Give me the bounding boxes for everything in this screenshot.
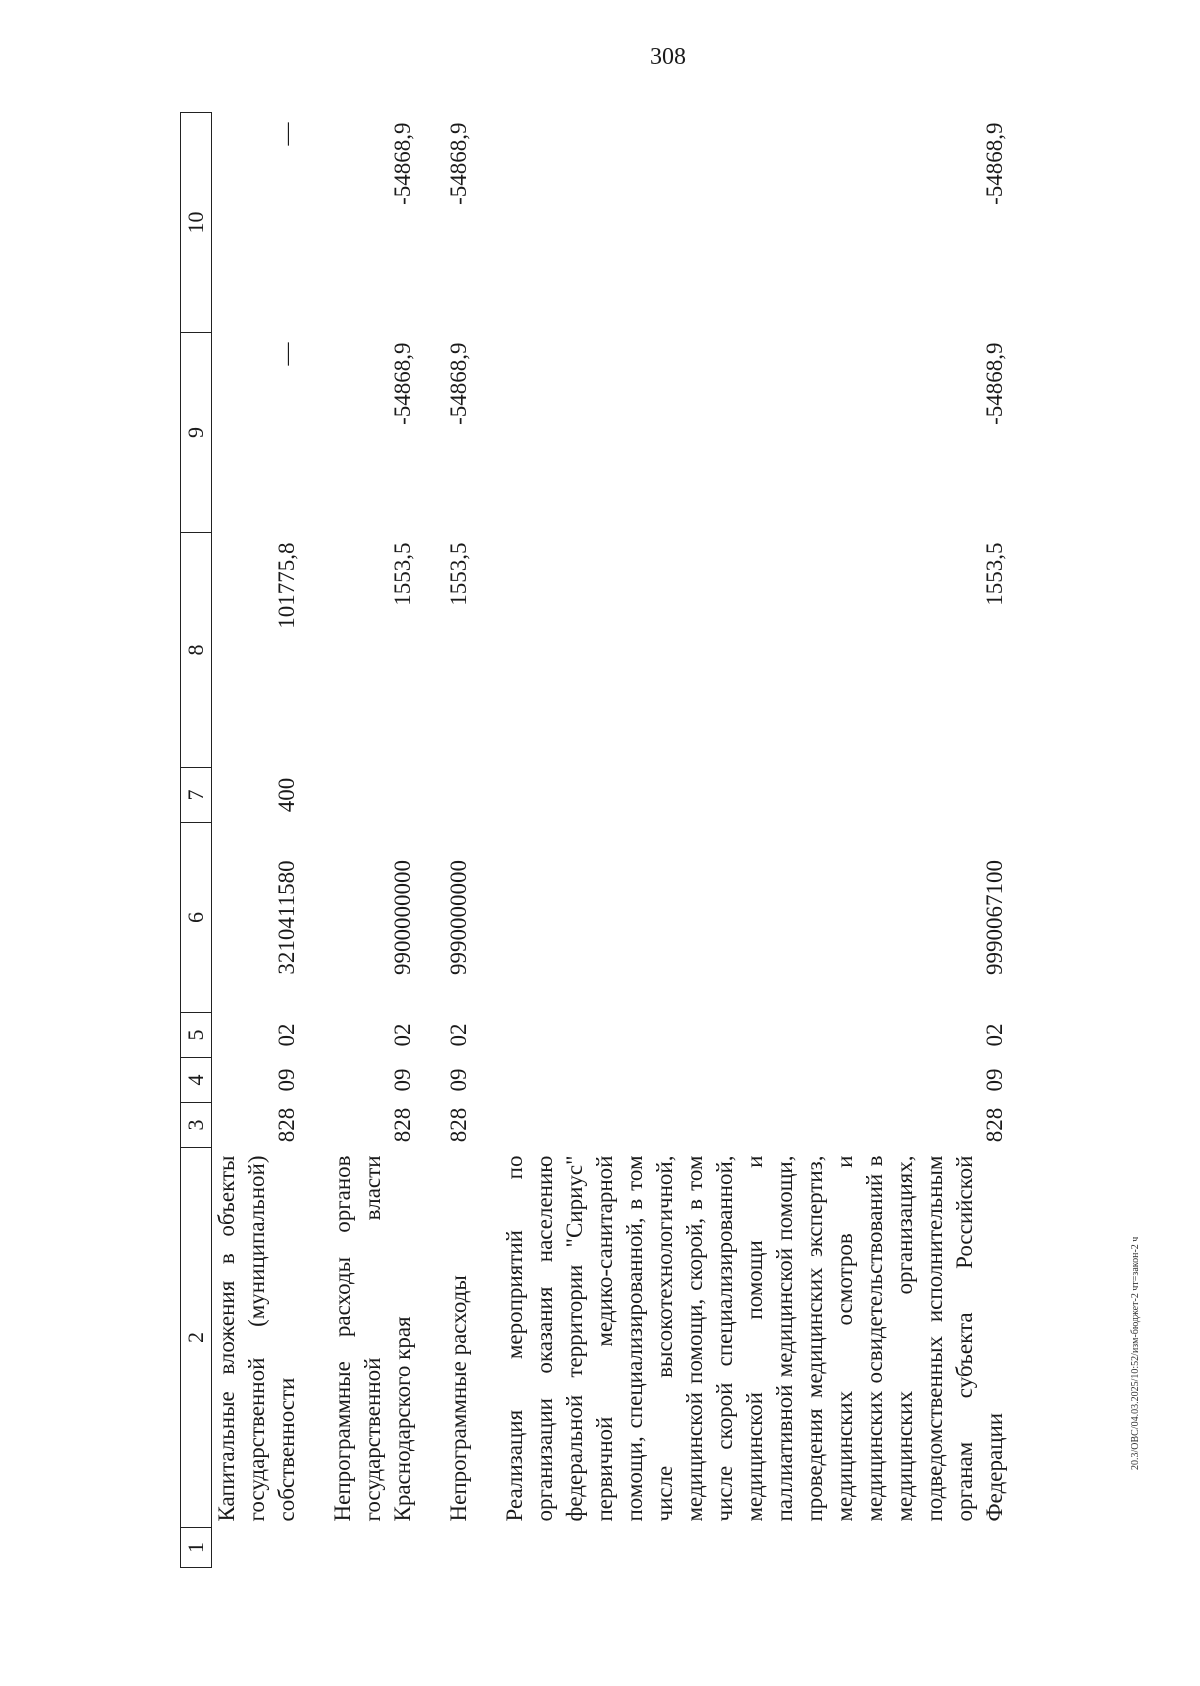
table-row (328, 113, 418, 1568)
cell-target-article: 9990000000 (446, 860, 471, 975)
table-header-row (181, 113, 212, 1568)
cell-subsection: 02 (390, 1023, 415, 1047)
cell-col1 (500, 1528, 1010, 1568)
cell-expense-type: 400 (274, 777, 299, 813)
header-col-10: 10 (181, 113, 212, 333)
cell-section: 09 (390, 1068, 415, 1092)
page-number: 308 (650, 44, 686, 70)
table-row (212, 113, 303, 1568)
header-col-7: 7 (181, 768, 212, 823)
budget-table (180, 112, 1010, 1568)
cell-description: Капитальные вложения в объекты государственной (муниципальной) собственности (214, 1155, 299, 1522)
cell-col1 (328, 1528, 418, 1568)
cell-amount-8: 1553,5 (446, 542, 471, 606)
header-col-4: 4 (181, 1058, 212, 1103)
document-code: 20.3/ОВС/04.03.2025/10:52/изм-бюджет-2 чт=закон-2 ч (1130, 1236, 1141, 1470)
cell-description: Непрограммные расходы органов государственной власти Краснодарского края (330, 1155, 415, 1522)
cell-col1 (212, 1528, 303, 1568)
cell-amount-10: -54868,9 (446, 122, 471, 205)
header-col-6: 6 (181, 823, 212, 1013)
cell-description: Непрограммные расходы (446, 1275, 471, 1522)
cell-subsection: 02 (446, 1023, 471, 1047)
cell-target-article: 9990067100 (982, 860, 1007, 975)
cell-ministry: 828 (390, 1107, 415, 1143)
cell-col1 (444, 1528, 474, 1568)
cell-ministry: 828 (982, 1107, 1007, 1143)
cell-amount-9: -54868,9 (982, 342, 1007, 425)
cell-amount-10: -54868,9 (390, 122, 415, 205)
cell-ministry: 828 (446, 1107, 471, 1143)
document-code-container (1130, 110, 1140, 1470)
budget-table-rotated (180, 113, 1110, 1568)
cell-section: 09 (446, 1068, 471, 1092)
cell-amount-8: 1553,5 (390, 542, 415, 606)
cell-section: 09 (274, 1068, 299, 1092)
cell-section: 09 (982, 1068, 1007, 1092)
cell-expense-type (328, 768, 418, 823)
table-row (500, 113, 1010, 1568)
cell-target-article: 9900000000 (390, 860, 415, 975)
header-col-3: 3 (181, 1103, 212, 1148)
cell-amount-9: -54868,9 (390, 342, 415, 425)
cell-subsection: 02 (982, 1023, 1007, 1047)
cell-target-article: 3210411580 (274, 860, 299, 975)
cell-amount-8: 1553,5 (982, 542, 1007, 606)
cell-amount-10: -54868,9 (982, 122, 1007, 205)
cell-subsection: 02 (274, 1023, 299, 1047)
cell-ministry: 828 (274, 1107, 299, 1143)
header-col-9: 9 (181, 333, 212, 533)
cell-expense-type (444, 768, 474, 823)
cell-amount-9: -54868,9 (446, 342, 471, 425)
table-row (444, 113, 474, 1568)
header-col-5: 5 (181, 1013, 212, 1058)
header-col-2: 2 (181, 1148, 212, 1528)
header-col-8: 8 (181, 533, 212, 768)
cell-expense-type (500, 768, 1010, 823)
cell-amount-8: 101775,8 (274, 542, 299, 629)
cell-amount-9: — (274, 342, 299, 366)
cell-description: Реализация мероприятий по организации оказания населению федеральной территории "Сириус" первичной медико-санитарной помощи, специализированной, в том числе высокотехнологичной, медицинской помощи, скорой, в том числе скорой специализированной, медицинской помощи и паллиативной медицинской помощи, проведения медицинских экспертиз, медицинских осмотров и медицинских освидетельствований в медицинских организациях, подведомственных исполнительным органам субъекта Российской Федерации (502, 1155, 1007, 1522)
header-col-1: 1 (181, 1528, 212, 1568)
cell-amount-10: — (274, 122, 299, 146)
